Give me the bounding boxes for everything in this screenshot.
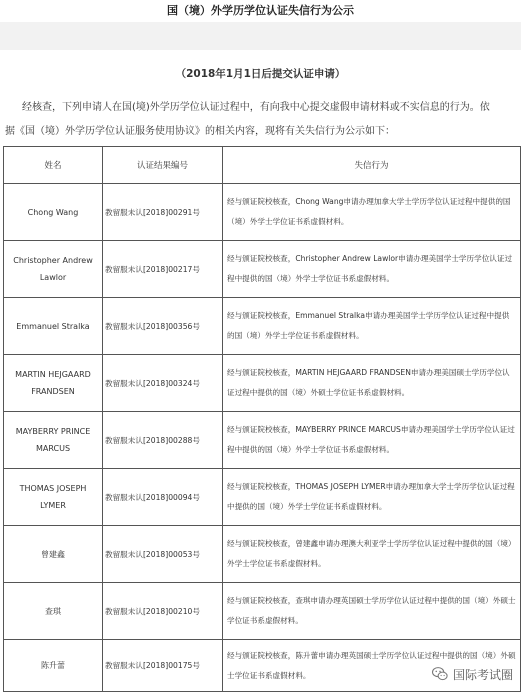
record-reason: 经与颁证院校核查，Christopher Andrew Lawlor申请办理美国学士学历学位认证过程中提供的国（境）外学士学位证书系虚假材料。 bbox=[223, 241, 521, 298]
table-row bbox=[4, 355, 521, 412]
table-header-row bbox=[4, 147, 521, 184]
record-reason: 经与颁证院校核查，MARTIN HEJGAARD FRANDSEN申请办理美国硕士学历学位认证过程中提供的国（境）外硕士学位证书系虚假材料。 bbox=[223, 355, 521, 412]
record-name: 查琪 bbox=[4, 583, 103, 640]
intro-line-1: 经核查，下列申请人在国(境)外学历学位认证过程中，有向我中心提交虚假申请材料或不实信息的行为。依 bbox=[22, 102, 490, 113]
record-code: 教留服未认[2018]00356号 bbox=[103, 298, 223, 355]
record-name: Emmanuel Stralka bbox=[4, 298, 103, 355]
record-code: 教留服未认[2018]00324号 bbox=[103, 355, 223, 412]
column-header-name: 姓名 bbox=[4, 147, 103, 184]
record-name: 陈升蕾 bbox=[4, 640, 103, 692]
record-reason: 经与颁证院校核查，曾建鑫申请办理澳大利亚学士学历学位认证过程中提供的国（境）外学士学位证书系虚假材料。 bbox=[223, 526, 521, 583]
watermark bbox=[427, 664, 517, 684]
table-row bbox=[4, 469, 521, 526]
table-row bbox=[4, 184, 521, 241]
record-reason: 经与颁证院校核查，THOMAS JOSEPH LYMER申请办理加拿大学士学历学位认证过程中提供的国（境）外学士学位证书系虚假材料。 bbox=[223, 469, 521, 526]
record-code: 教留服未认[2018]00053号 bbox=[103, 526, 223, 583]
intro-paragraph bbox=[0, 96, 521, 144]
record-name: MAYBERRY PRINCE MARCUS bbox=[4, 412, 103, 469]
record-reason: 经与颁证院校核查，Chong Wang申请办理加拿大学士学历学位认证过程中提供的国（境）外学士学位证书系虚假材料。 bbox=[223, 184, 521, 241]
record-code: 教留服未认[2018]00175号 bbox=[103, 640, 223, 692]
table-row bbox=[4, 526, 521, 583]
table-row bbox=[4, 298, 521, 355]
table-row bbox=[4, 241, 521, 298]
watermark-text: 国际考试圈 bbox=[452, 667, 513, 682]
column-header-code: 认证结果编号 bbox=[103, 147, 223, 184]
record-code: 教留服未认[2018]00217号 bbox=[103, 241, 223, 298]
record-code: 教留服未认[2018]00291号 bbox=[103, 184, 223, 241]
section-heading: （2018年1月1日后提交认证申请） bbox=[175, 68, 346, 80]
record-code: 教留服未认[2018]00288号 bbox=[103, 412, 223, 469]
record-reason: 经与颁证院校核查，陈升蕾申请办理英国硕士学历学位认证过程中提供的国（境）外硕士学位证书系虚假材料。 bbox=[223, 640, 521, 692]
record-reason: 经与颁证院校核查，MAYBERRY PRINCE MARCUS申请办理美国学士学历学位认证过程中提供的国（境）外学士学位证书系虚假材料。 bbox=[223, 412, 521, 469]
record-name: 曾建鑫 bbox=[4, 526, 103, 583]
table-row bbox=[4, 412, 521, 469]
record-name: Christopher Andrew Lawlor bbox=[4, 241, 103, 298]
intro-line-2: 据《国（境）外学历学位认证服务使用协议》的相关内容，现将有关失信行为公示如下： bbox=[5, 126, 395, 137]
wechat-icon bbox=[431, 665, 449, 683]
page-title: 国（境）外学历学位认证失信行为公示 bbox=[167, 4, 354, 17]
record-name: MARTIN HEJGAARD FRANDSEN bbox=[4, 355, 103, 412]
record-code: 教留服未认[2018]00094号 bbox=[103, 469, 223, 526]
record-code: 教留服未认[2018]00210号 bbox=[103, 583, 223, 640]
record-reason: 经与颁证院校核查，Emmanuel Stralka申请办理美国学士学历学位认证过程中提供的国（境）外学士学位证书系虚假材料。 bbox=[223, 298, 521, 355]
record-name: THOMAS JOSEPH LYMER bbox=[4, 469, 103, 526]
record-reason: 经与颁证院校核查，查琪申请办理英国硕士学历学位认证过程中提供的国（境）外硕士学位证书系虚假材料。 bbox=[223, 583, 521, 640]
record-name: Chong Wang bbox=[4, 184, 103, 241]
column-header-reason: 失信行为 bbox=[223, 147, 521, 184]
header-band bbox=[0, 22, 521, 50]
dishonesty-records-table bbox=[3, 146, 521, 692]
table-row bbox=[4, 583, 521, 640]
